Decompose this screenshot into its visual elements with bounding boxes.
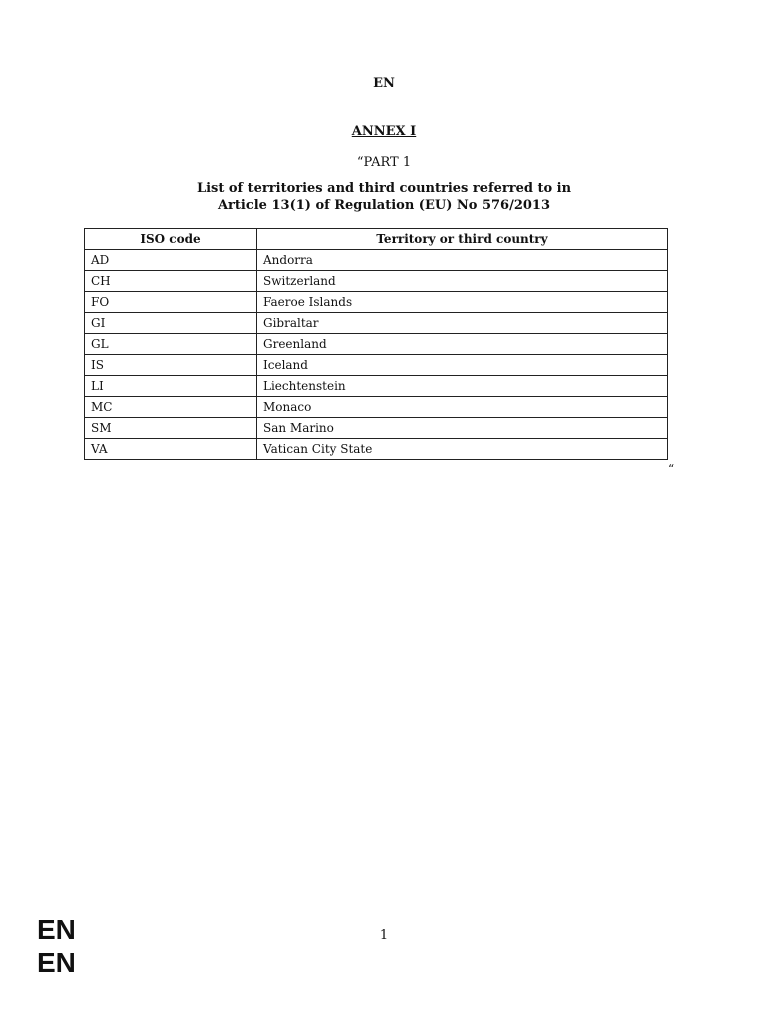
annex-title: ANNEX I	[351, 124, 417, 139]
territories-table	[84, 228, 668, 460]
iso-code-cell: GI	[85, 313, 257, 334]
iso-code-cell: AD	[85, 250, 257, 271]
table-row	[85, 376, 668, 397]
iso-code-cell: LI	[85, 376, 257, 397]
territory-cell: San Marino	[257, 418, 668, 439]
territory-cell: Vatican City State	[257, 439, 668, 460]
list-title-line-2: Article 13(1) of Regulation (EU) No 576/2013	[217, 198, 551, 213]
territory-cell: Iceland	[257, 355, 668, 376]
table-row	[85, 250, 668, 271]
iso-code-cell: VA	[85, 439, 257, 460]
page-number: 1	[379, 928, 389, 943]
table-row	[85, 334, 668, 355]
table-row	[85, 271, 668, 292]
column-header-territory: Territory or third country	[257, 229, 668, 250]
territory-cell: Switzerland	[257, 271, 668, 292]
table-row	[85, 439, 668, 460]
column-header-iso-code: ISO code	[85, 229, 257, 250]
footer-language-mark-repeat: EN	[37, 947, 76, 978]
territory-cell: Faeroe Islands	[257, 292, 668, 313]
table-row	[85, 397, 668, 418]
table-header-row	[85, 229, 668, 250]
iso-code-cell: SM	[85, 418, 257, 439]
territory-cell: Gibraltar	[257, 313, 668, 334]
table-row	[85, 292, 668, 313]
table-row	[85, 418, 668, 439]
territory-cell: Andorra	[257, 250, 668, 271]
territory-cell: Liechtenstein	[257, 376, 668, 397]
territory-cell: Monaco	[257, 397, 668, 418]
footer-language-mark: EN	[37, 914, 76, 945]
iso-code-cell: FO	[85, 292, 257, 313]
iso-code-cell: MC	[85, 397, 257, 418]
part-title: “PART 1	[356, 155, 412, 170]
list-title-line-1: List of territories and third countries referred to in	[196, 181, 572, 196]
iso-code-cell: IS	[85, 355, 257, 376]
closing-quote-mark: “	[668, 462, 675, 476]
iso-code-cell: CH	[85, 271, 257, 292]
territory-cell: Greenland	[257, 334, 668, 355]
table-row	[85, 313, 668, 334]
table-row	[85, 355, 668, 376]
list-title	[0, 180, 768, 214]
iso-code-cell: GL	[85, 334, 257, 355]
header-language-code: EN	[373, 76, 395, 91]
